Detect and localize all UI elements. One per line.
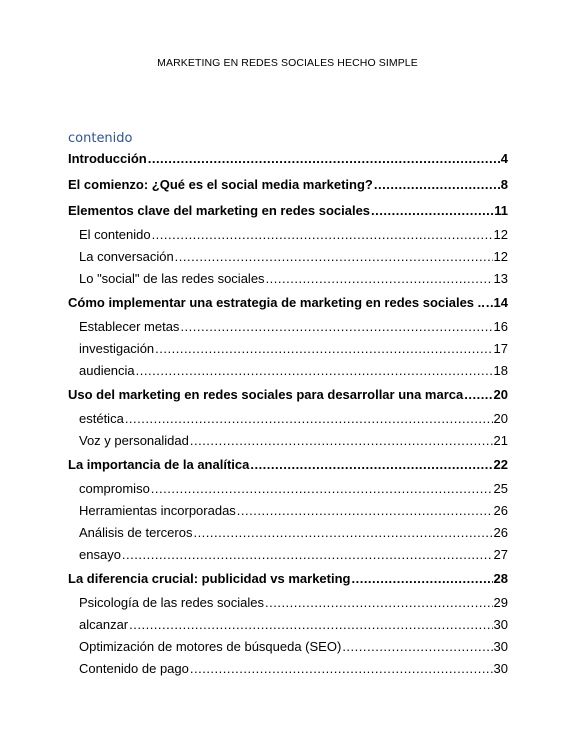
toc-dot-leader [486, 290, 493, 316]
toc-dot-leader [190, 658, 493, 680]
toc-dot-leader [342, 636, 492, 658]
toc-page-number: 18 [493, 363, 508, 378]
toc-section-link[interactable] [68, 268, 508, 290]
toc-page-number: 11 [494, 203, 508, 218]
toc-chapter-link[interactable] [68, 172, 508, 198]
toc-section-link[interactable] [68, 522, 508, 544]
toc-dot-leader [237, 500, 493, 522]
toc-entry-label: Cómo implementar una estrategia de marketing en redes sociales .. [68, 295, 485, 310]
page-header: MARKETING EN REDES SOCIALES HECHO SIMPLE [157, 57, 418, 69]
toc-dot-leader [371, 198, 493, 224]
toc-section-link[interactable] [68, 246, 508, 268]
toc-chapter-link[interactable] [68, 290, 508, 316]
toc-chapter-link[interactable] [68, 452, 508, 478]
toc-dot-leader [148, 146, 500, 172]
toc-page-number: 20 [493, 411, 508, 426]
toc-section-link[interactable] [68, 338, 508, 360]
toc-page-number: 27 [493, 547, 508, 562]
toc-page-number: 22 [493, 457, 508, 472]
toc-section-link[interactable] [68, 614, 508, 636]
toc-section-link[interactable] [68, 636, 508, 658]
toc-entry-label: Lo "social" de las redes sociales [79, 271, 265, 286]
toc-entry-label: La conversación [79, 249, 174, 264]
toc-entry-label: Elementos clave del marketing en redes sociales [68, 203, 371, 218]
toc-entry-label: Psicología de las redes sociales [79, 595, 264, 610]
toc-page-number: 4 [500, 151, 508, 166]
toc-section-link[interactable] [68, 360, 508, 382]
toc-dot-leader [155, 338, 492, 360]
toc-chapter-link[interactable] [68, 566, 508, 592]
toc-page-number: 30 [493, 617, 508, 632]
toc-entry-label: ensayo [79, 547, 121, 562]
toc-entry-label: La diferencia crucial: publicidad vs marketing [68, 571, 351, 586]
toc-page-number: 12 [493, 227, 508, 242]
toc-dot-leader [193, 522, 492, 544]
toc-dot-leader [136, 360, 493, 382]
toc-dot-leader [250, 452, 492, 478]
toc-entry-label: alcanzar [79, 617, 129, 632]
toc-page-number: 26 [493, 525, 508, 540]
toc-chapter-link[interactable] [68, 382, 508, 408]
toc-entry-label: La importancia de la analítica [68, 457, 250, 472]
toc-dot-leader [129, 614, 492, 636]
toc-entry-label: Optimización de motores de búsqueda (SEO) [79, 639, 342, 654]
toc-page-number: 29 [493, 595, 508, 610]
toc-dot-leader [151, 478, 493, 500]
toc-page-number: 12 [493, 249, 508, 264]
toc-page-number: 28 [493, 571, 508, 586]
toc-entry-label: Introducción [68, 151, 147, 166]
toc-dot-leader [152, 224, 493, 246]
toc-entry-label: Establecer metas [79, 319, 180, 334]
toc-dot-leader [175, 246, 493, 268]
toc-chapter-link[interactable] [68, 198, 508, 224]
toc-entry-label: Contenido de pago [79, 661, 189, 676]
toc-entry-label: Voz y personalidad [79, 433, 189, 448]
toc-page-number: 16 [493, 319, 508, 334]
toc-page-number: 21 [493, 433, 508, 448]
toc-dot-leader [351, 566, 492, 592]
toc-section-link[interactable] [68, 408, 508, 430]
toc-dot-leader [190, 430, 493, 452]
toc-entry-label: Análisis de terceros [79, 525, 193, 540]
toc-section-link[interactable] [68, 500, 508, 522]
toc-page-number: 20 [493, 387, 508, 402]
toc-section-link[interactable] [68, 316, 508, 338]
toc-page-number: 13 [493, 271, 508, 286]
toc-entry-label: audiencia [79, 363, 135, 378]
toc-page-number: 8 [500, 177, 508, 192]
toc-page-number: 26 [493, 503, 508, 518]
toc-entry-label: El comienzo: ¿Qué es el social media marketing? [68, 177, 373, 192]
toc-section-link[interactable] [68, 544, 508, 566]
toc-page-number: 14 [493, 295, 508, 310]
toc-dot-leader [125, 408, 493, 430]
toc-page-number: 17 [493, 341, 508, 356]
toc-title: contenido [68, 131, 133, 146]
toc-entry-label: El contenido [79, 227, 151, 242]
toc-section-link[interactable] [68, 592, 508, 614]
toc-entry-label: compromiso [79, 481, 150, 496]
toc-entry-label: Herramientas incorporadas [79, 503, 236, 518]
toc-section-link[interactable] [68, 224, 508, 246]
toc-page-number: 30 [493, 639, 508, 654]
toc-entry-label: Uso del marketing en redes sociales para desarrollar una marca [68, 387, 464, 402]
toc-dot-leader [464, 382, 492, 408]
toc-dot-leader [122, 544, 493, 566]
toc-dot-leader [265, 592, 493, 614]
toc-section-link[interactable] [68, 658, 508, 680]
toc-page-number: 30 [493, 661, 508, 676]
toc-dot-leader [374, 172, 500, 198]
toc-dot-leader [180, 316, 492, 338]
toc-entry-label: estética [79, 411, 124, 426]
toc-section-link[interactable] [68, 430, 508, 452]
toc-entry-label: investigación [79, 341, 155, 356]
toc-section-link[interactable] [68, 478, 508, 500]
toc-dot-leader [266, 268, 493, 290]
table-of-contents [68, 146, 508, 680]
toc-page-number: 25 [493, 481, 508, 496]
toc-chapter-link[interactable] [68, 146, 508, 172]
